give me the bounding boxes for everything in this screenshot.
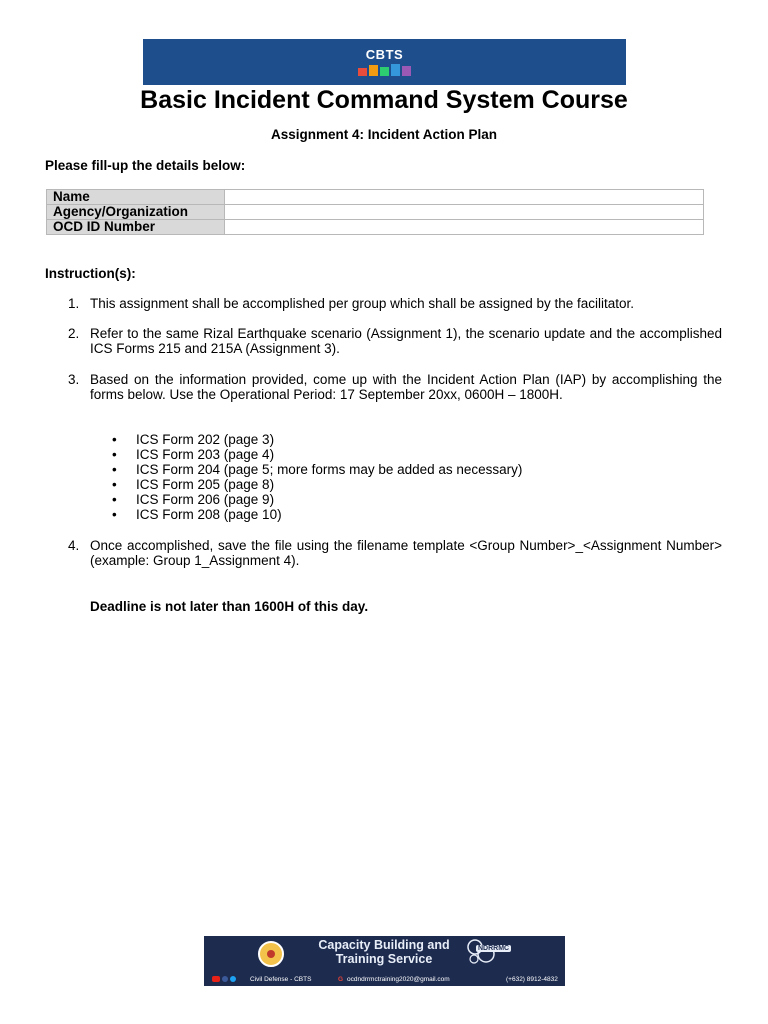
ndrrmc-logo-icon <box>466 938 498 966</box>
deadline-note: Deadline is not later than 1600H of this day. <box>90 599 369 614</box>
google-icon: G <box>338 976 344 983</box>
twitter-icon[interactable] <box>230 976 236 982</box>
details-row-ocd-id <box>47 220 704 235</box>
page-title: Basic Incident Command System Course <box>140 86 628 114</box>
bullet-icon: • <box>112 432 117 447</box>
instruction-number: 4. <box>68 538 80 553</box>
youtube-icon[interactable] <box>212 976 220 982</box>
cbts-footer-banner <box>204 936 565 986</box>
civil-defense-seal-icon <box>258 941 284 967</box>
name-label: Name <box>47 190 225 205</box>
bullet-icon: • <box>112 477 117 492</box>
details-table <box>46 189 704 235</box>
details-row-agency <box>47 205 704 220</box>
instruction-number: 2. <box>68 326 80 341</box>
list-item: • ICS Form 205 (page 8) <box>112 477 275 492</box>
instruction-text: Refer to the same Rizal Earthquake scenario (Assignment 1), the scenario update and the accomplished ICS Forms 215 and 215A (Assignment 3). <box>90 326 722 356</box>
fill-details-prompt: Please fill-up the details below: <box>45 158 246 173</box>
instruction-number: 1. <box>68 296 80 311</box>
footer-phone: (+632) 8912-4832 <box>506 976 558 983</box>
instruction-text: Based on the information provided, come up with the Incident Action Plan (IAP) by accomplishing the forms below. Use the Operational Period: 17 September 20xx, 0600H – 1800H. <box>90 372 722 402</box>
agency-label: Agency/Organization <box>47 205 225 220</box>
footer-headline: Capacity Building and Training Service <box>318 938 450 966</box>
instruction-text: This assignment shall be accomplished per group which shall be assigned by the facilitator. <box>90 296 635 311</box>
ocd-id-field[interactable] <box>225 220 704 235</box>
name-field[interactable] <box>225 190 704 205</box>
bullet-icon: • <box>112 462 117 477</box>
instructions-heading: Instruction(s): <box>45 266 136 281</box>
list-item: • ICS Form 203 (page 4) <box>112 447 275 462</box>
bullet-icon: • <box>112 492 117 507</box>
assignment-subtitle: Assignment 4: Incident Action Plan <box>270 127 498 142</box>
list-item: • ICS Form 204 (page 5; more forms may be added as necessary) <box>112 462 523 477</box>
ndrrmc-badge: NDRRMC <box>478 945 510 952</box>
cbts-banner <box>143 39 626 85</box>
instruction-text: Once accomplished, save the file using the filename template <Group Number>_<Assignment Number> (example: Group 1_Assignment 4). <box>90 538 722 568</box>
footer-contacts <box>210 975 562 985</box>
facebook-icon[interactable] <box>222 976 228 982</box>
list-item: • ICS Form 202 (page 3) <box>112 432 275 447</box>
bullet-icon: • <box>112 447 117 462</box>
social-handle: Civil Defense - CBTS <box>250 976 312 983</box>
ics-forms-list <box>112 432 522 522</box>
instruction-number: 3. <box>68 372 80 387</box>
cbts-logo-icon <box>358 64 411 76</box>
details-row-name <box>47 190 704 205</box>
bullet-icon: • <box>112 507 117 522</box>
list-item: • ICS Form 208 (page 10) <box>112 507 282 522</box>
footer-email[interactable]: ocdndrrmctraining2020@gmail.com <box>347 976 450 983</box>
list-item: • ICS Form 206 (page 9) <box>112 492 275 507</box>
ocd-id-label: OCD ID Number <box>47 220 225 235</box>
cbts-logo-text: CBTS <box>365 47 404 62</box>
agency-field[interactable] <box>225 205 704 220</box>
